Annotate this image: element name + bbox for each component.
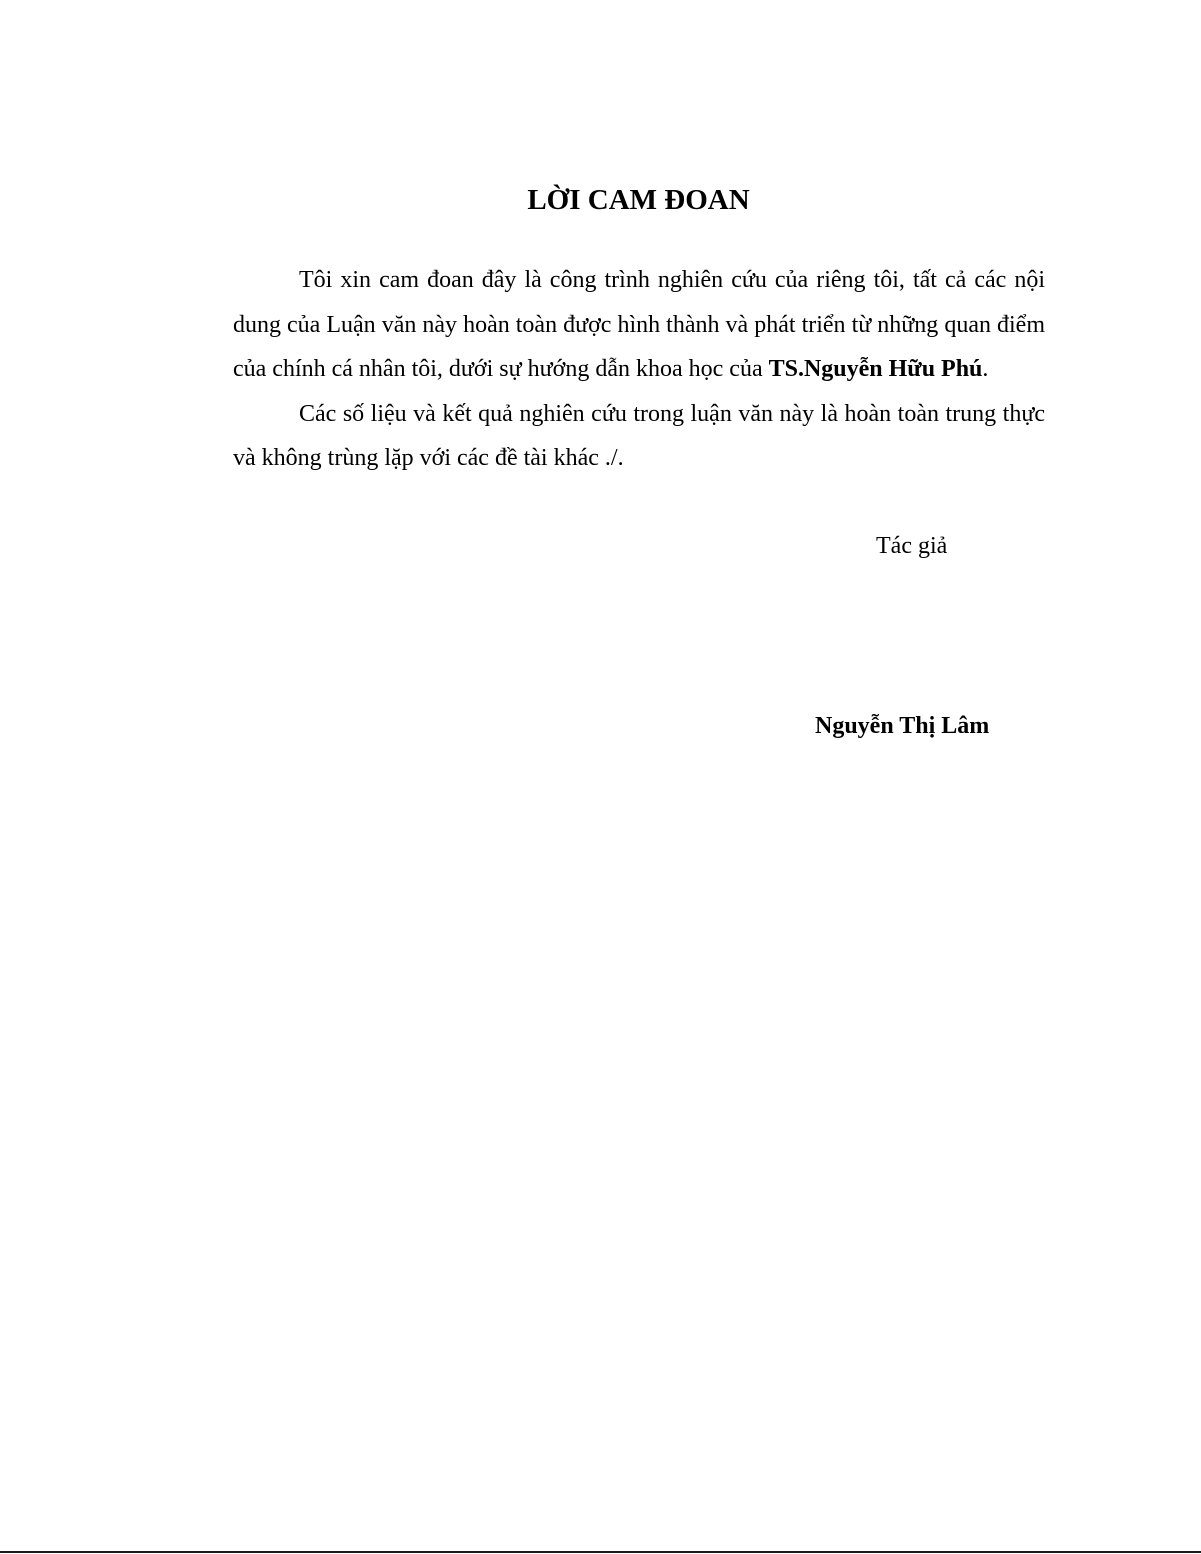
page-title: LỜI CAM ĐOAN bbox=[527, 184, 750, 216]
declaration-paragraph-1 bbox=[233, 258, 1045, 392]
paragraph-1-end: . bbox=[982, 356, 989, 382]
paragraph-1-text: Tôi xin cam đoan đây là công trình nghiên cứu của riêng tôi, tất cả các nội dung của Luận văn này hoàn toàn được hình thành và phát triển từ những quan điểm của chính cá nhân tôi, dưới sự hướng dẫn khoa học của bbox=[233, 267, 1045, 382]
advisor-name: TS.Nguyễn Hữu Phú bbox=[768, 356, 983, 382]
page-bottom-rule bbox=[0, 1551, 1201, 1553]
declaration-paragraph-2: Các số liệu và kết quả nghiên cứu trong luận văn này là hoàn toàn trung thực và không trùng lặp với các đề tài khác ./. bbox=[233, 400, 1045, 471]
declaration-body bbox=[233, 258, 1045, 481]
signer-name: Nguyễn Thị Lâm bbox=[815, 713, 990, 739]
signer-label: Tác giả bbox=[876, 533, 948, 559]
